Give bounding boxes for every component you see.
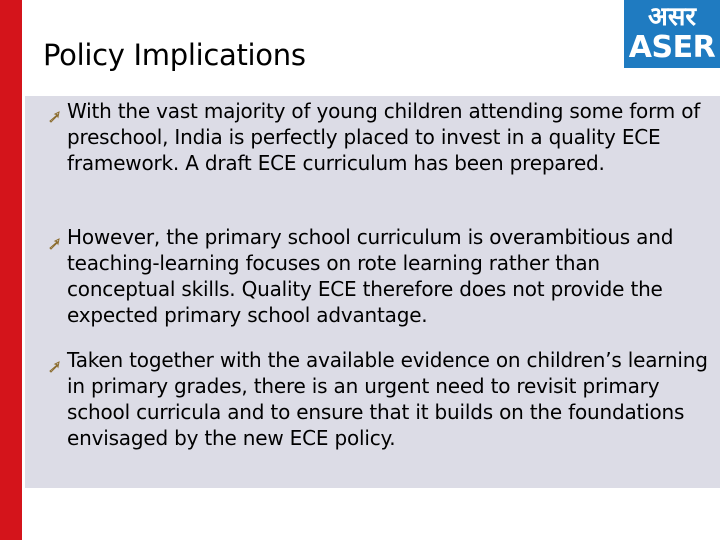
bullet-arrow-icon <box>48 360 62 374</box>
left-accent-bar <box>0 0 22 540</box>
bullet-item-2: However, the primary school curriculum is overambitious and teaching-learning focuses on rote learning rather than conceptual skills. Quality ECE therefore does not provide the expected primary school advantage. <box>67 225 674 327</box>
bullet-item-1: With the vast majority of young children attending some form of preschool, India is perfectly placed to invest in a quality ECE framework. A draft ECE curriculum has been prepared. <box>67 99 701 175</box>
aser-logo <box>624 0 720 68</box>
bullet-arrow-icon <box>48 110 62 124</box>
slide-title: Policy Implications <box>43 38 306 72</box>
logo-english-text: ASER <box>628 30 716 65</box>
logo-hindi-text: असर <box>647 2 697 32</box>
bullet-arrow-icon <box>48 237 62 251</box>
bullet-item-3: Taken together with the available evidence on children’s learning in primary grades, there is an urgent need to revisit primary school curricula and to ensure that it builds on the foundations envisaged by the new ECE policy. <box>67 348 708 450</box>
